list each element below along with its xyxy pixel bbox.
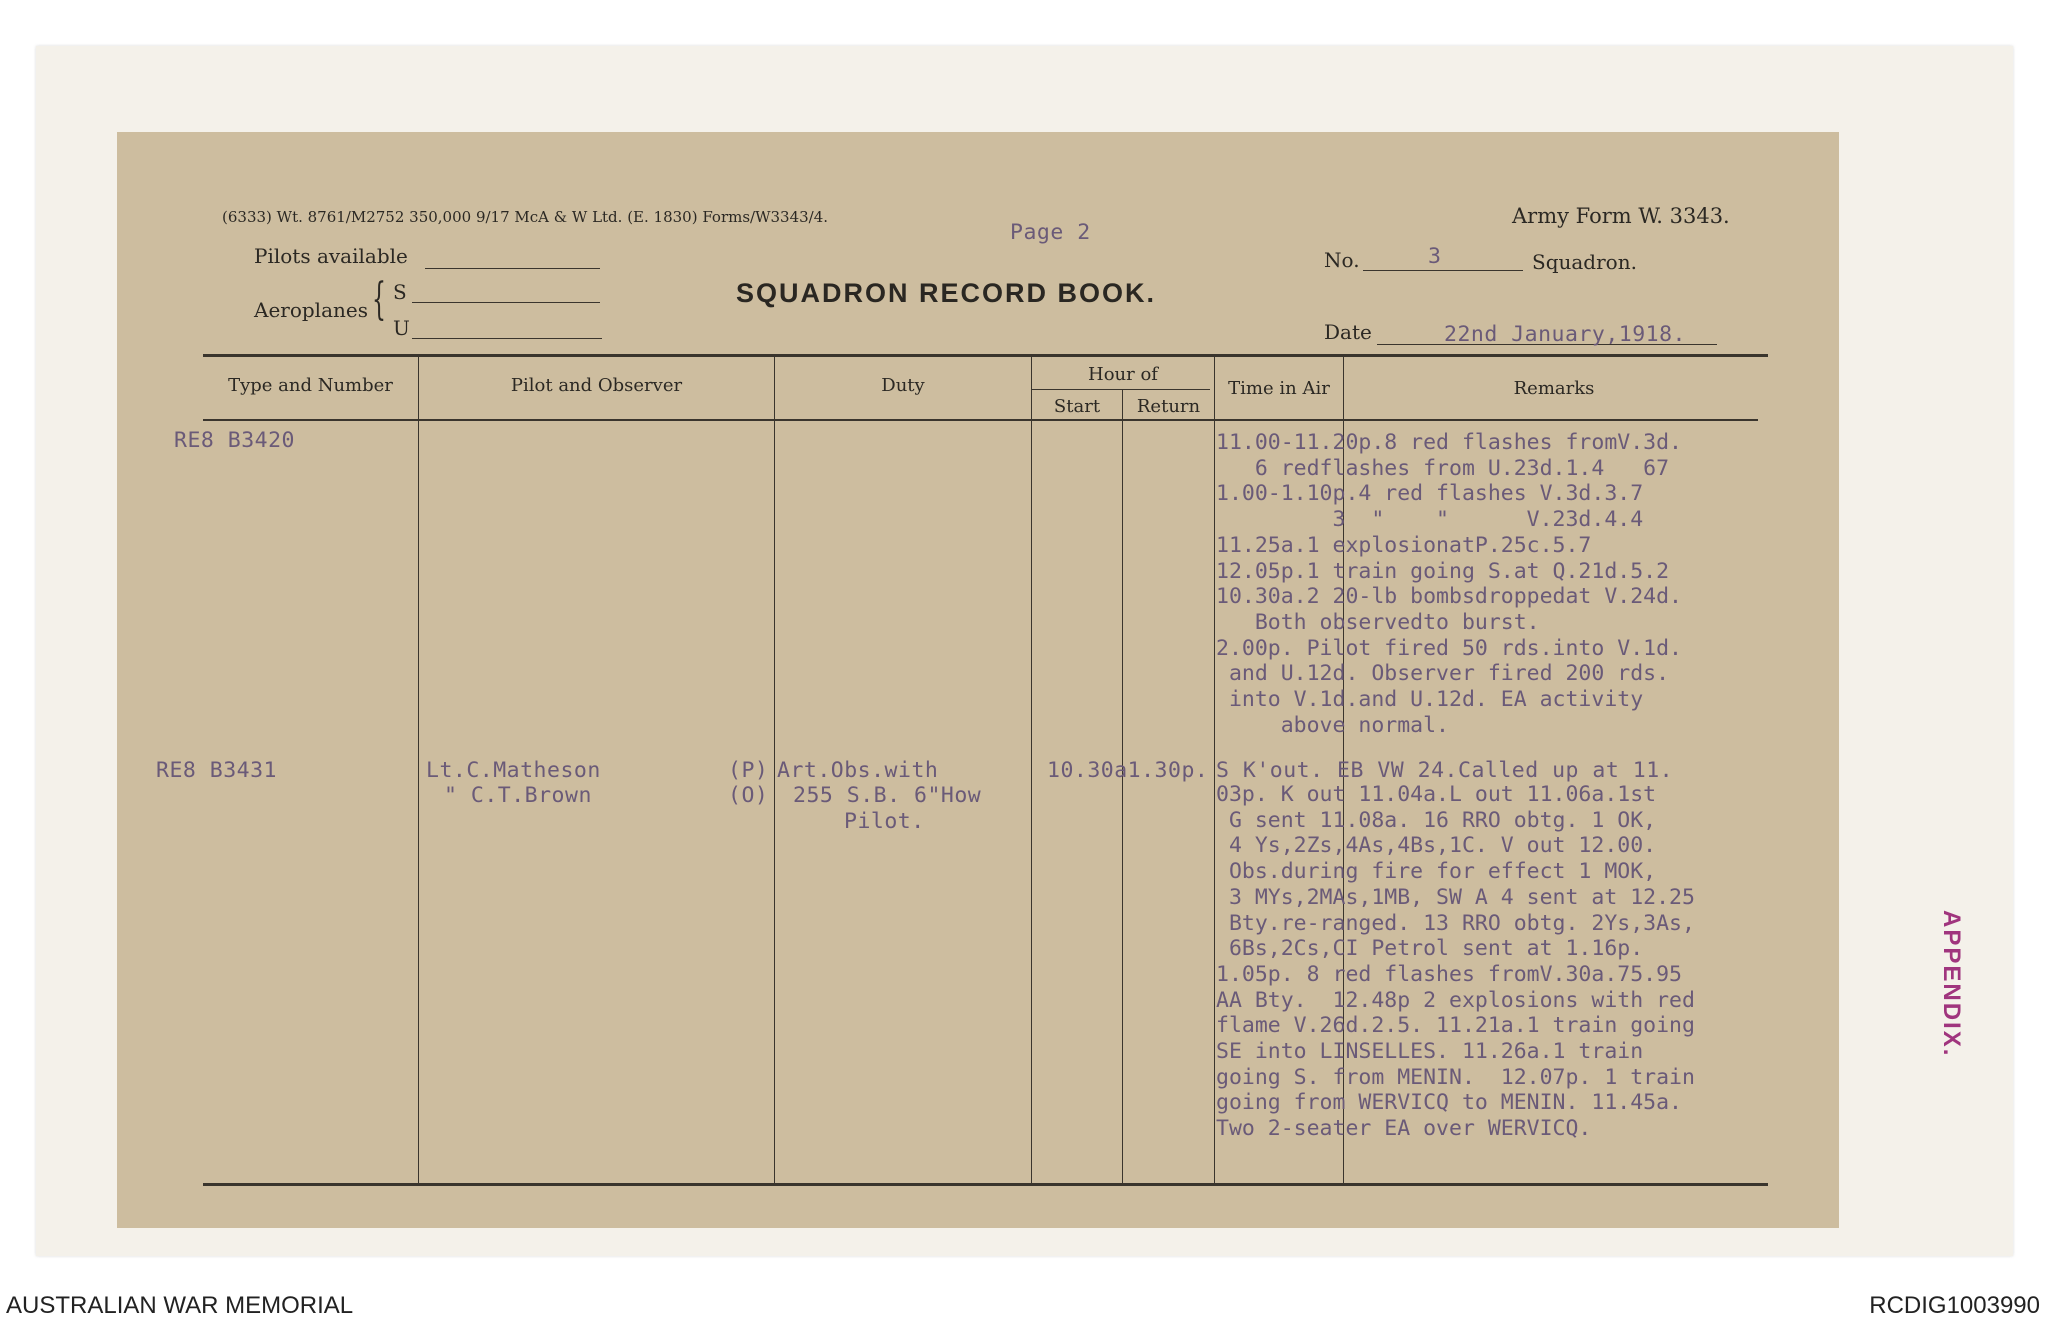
aeroplanes-u-label: U <box>393 316 410 340</box>
remarks-line: 11.25a.1 explosionatP.25c.5.7 <box>1216 532 1592 558</box>
col-remarks: Remarks <box>1513 378 1595 399</box>
remarks-line: going S. from MENIN. 12.07p. 1 train <box>1216 1064 1695 1090</box>
row-remarks-block <box>1216 430 1682 738</box>
table-top-rule <box>203 354 1768 357</box>
remarks-line: 10.30a.2 20-lb bombsdroppedat V.24d. <box>1216 584 1682 610</box>
remarks-line: 4 Ys,2Zs,4As,4Bs,1C. V out 12.00. <box>1216 833 1657 859</box>
remarks-line: 6Bs,2Cs,CI Petrol sent at 1.16p. <box>1216 936 1644 962</box>
record-form <box>117 132 1839 1228</box>
remarks-line: into V.1d.and U.12d. EA activity <box>1216 687 1644 713</box>
remarks-line: going from WERVICQ to MENIN. 11.45a. <box>1216 1090 1682 1116</box>
remarks-line: 3 " " V.23d.4.4 <box>1216 507 1644 533</box>
pilots-available-label: Pilots available <box>254 244 408 268</box>
start-return-time: 10.30a1.30p. <box>1047 758 1209 783</box>
squadron-no-value: 3 <box>1428 244 1442 269</box>
aeroplanes-s-label: S <box>393 280 407 304</box>
aeroplanes-s-line <box>412 302 600 303</box>
remarks-line: 12.05p.1 train going S.at Q.21d.5.2 <box>1216 558 1670 584</box>
duty-line: Art.Obs.with <box>777 758 939 783</box>
col-pilot-observer: Pilot and Observer <box>510 375 683 396</box>
army-form-number: Army Form W. 3343. <box>1512 204 1730 228</box>
column-divider <box>1214 357 1215 1183</box>
table-bottom-rule <box>203 1183 1768 1186</box>
aeroplanes-label: Aeroplanes <box>254 298 368 322</box>
col-duty: Duty <box>881 375 925 396</box>
remarks-line: 2.00p. Pilot fired 50 rds.into V.1d. <box>1216 635 1682 661</box>
column-divider <box>774 357 775 1183</box>
header-underline <box>203 419 1758 421</box>
aircraft-type-number: RE8 B3420 <box>174 428 295 453</box>
remarks-line: 1.00-1.10p.4 red flashes V.3d.3.7 <box>1216 481 1644 507</box>
remarks-line: 1.05p. 8 red flashes fromV.30a.75.95 <box>1216 961 1682 987</box>
squadron-label: Squadron. <box>1532 250 1637 274</box>
pilot-name: Lt.C.Matheson <box>426 758 601 783</box>
col-return: Return <box>1136 396 1201 417</box>
aircraft-type-number: RE8 B3431 <box>156 758 277 783</box>
aeroplanes-brace: { <box>372 274 386 325</box>
hour-of-underline <box>1032 389 1210 390</box>
aeroplanes-u-line <box>412 338 602 339</box>
appendix-stamp: APPENDIX. <box>1938 910 1965 1058</box>
remarks-line: SE into LINSELLES. 11.26a.1 train <box>1216 1039 1644 1065</box>
remarks-line: 11.00-11.20p.8 red flashes fromV.3d. <box>1216 430 1682 455</box>
col-start: Start <box>1053 396 1101 417</box>
column-divider <box>418 357 419 1183</box>
remarks-line: AA Bty. 12.48p 2 explosions with red <box>1216 987 1695 1013</box>
remarks-line: Both observedto burst. <box>1216 609 1540 635</box>
page-label: Page 2 <box>1010 220 1091 245</box>
date-label: Date <box>1324 320 1372 344</box>
remarks-line: G sent 11.08a. 16 RRO obtg. 1 OK, <box>1216 807 1657 833</box>
page-title: SQUADRON RECORD BOOK. <box>736 278 1157 308</box>
squadron-no-line <box>1363 270 1523 271</box>
remarks-line: above normal. <box>1216 712 1449 738</box>
remarks-line: Two 2-seater EA over WERVICQ. <box>1216 1116 1592 1142</box>
remarks-first-line: S K'out. EB VW 24.Called up at 11. <box>1216 758 1674 783</box>
pilot-mark: (P) <box>728 758 769 783</box>
date-value: 22nd January,1918. <box>1444 322 1686 347</box>
col-hour-of: Hour of <box>1088 364 1158 385</box>
remarks-line: and U.12d. Observer fired 200 rds. <box>1216 661 1670 687</box>
observer-mark: (O) <box>728 783 769 808</box>
pilots-available-line <box>425 268 600 269</box>
remarks-line: 6 redflashes from U.23d.1.4 67 <box>1216 455 1670 481</box>
remarks-line: Bty.re-ranged. 13 RRO obtg. 2Ys,3As, <box>1216 910 1695 936</box>
remarks-line: 03p. K out 11.04a.L out 11.06a.1st <box>1216 782 1657 807</box>
col-time-in-air: Time in Air <box>1228 378 1330 399</box>
remarks-line: 3 MYs,2MAs,1MB, SW A 4 sent at 12.25 <box>1216 884 1695 910</box>
column-divider <box>1031 357 1032 1183</box>
col-type-number: Type and Number <box>228 375 393 396</box>
squadron-no-label: No. <box>1324 248 1360 272</box>
remarks-line: flame V.26d.2.5. 11.21a.1 train going <box>1216 1013 1695 1039</box>
duty-line: 255 S.B. 6"How <box>793 783 982 808</box>
footer-right: RCDIG1003990 <box>1869 1292 2040 1319</box>
print-code: (6333) Wt. 8761/M2752 350,000 9/17 McA & W Ltd. (E. 1830) Forms/W3343/4. <box>222 208 829 226</box>
footer-left: AUSTRALIAN WAR MEMORIAL <box>6 1292 354 1319</box>
remarks-line: Obs.during fire for effect 1 MOK, <box>1216 859 1657 885</box>
column-divider <box>1122 390 1123 1183</box>
duty-line: Pilot. <box>844 809 925 834</box>
observer-name: " C.T.Brown <box>444 783 592 808</box>
row-remarks-block <box>1216 782 1695 1142</box>
